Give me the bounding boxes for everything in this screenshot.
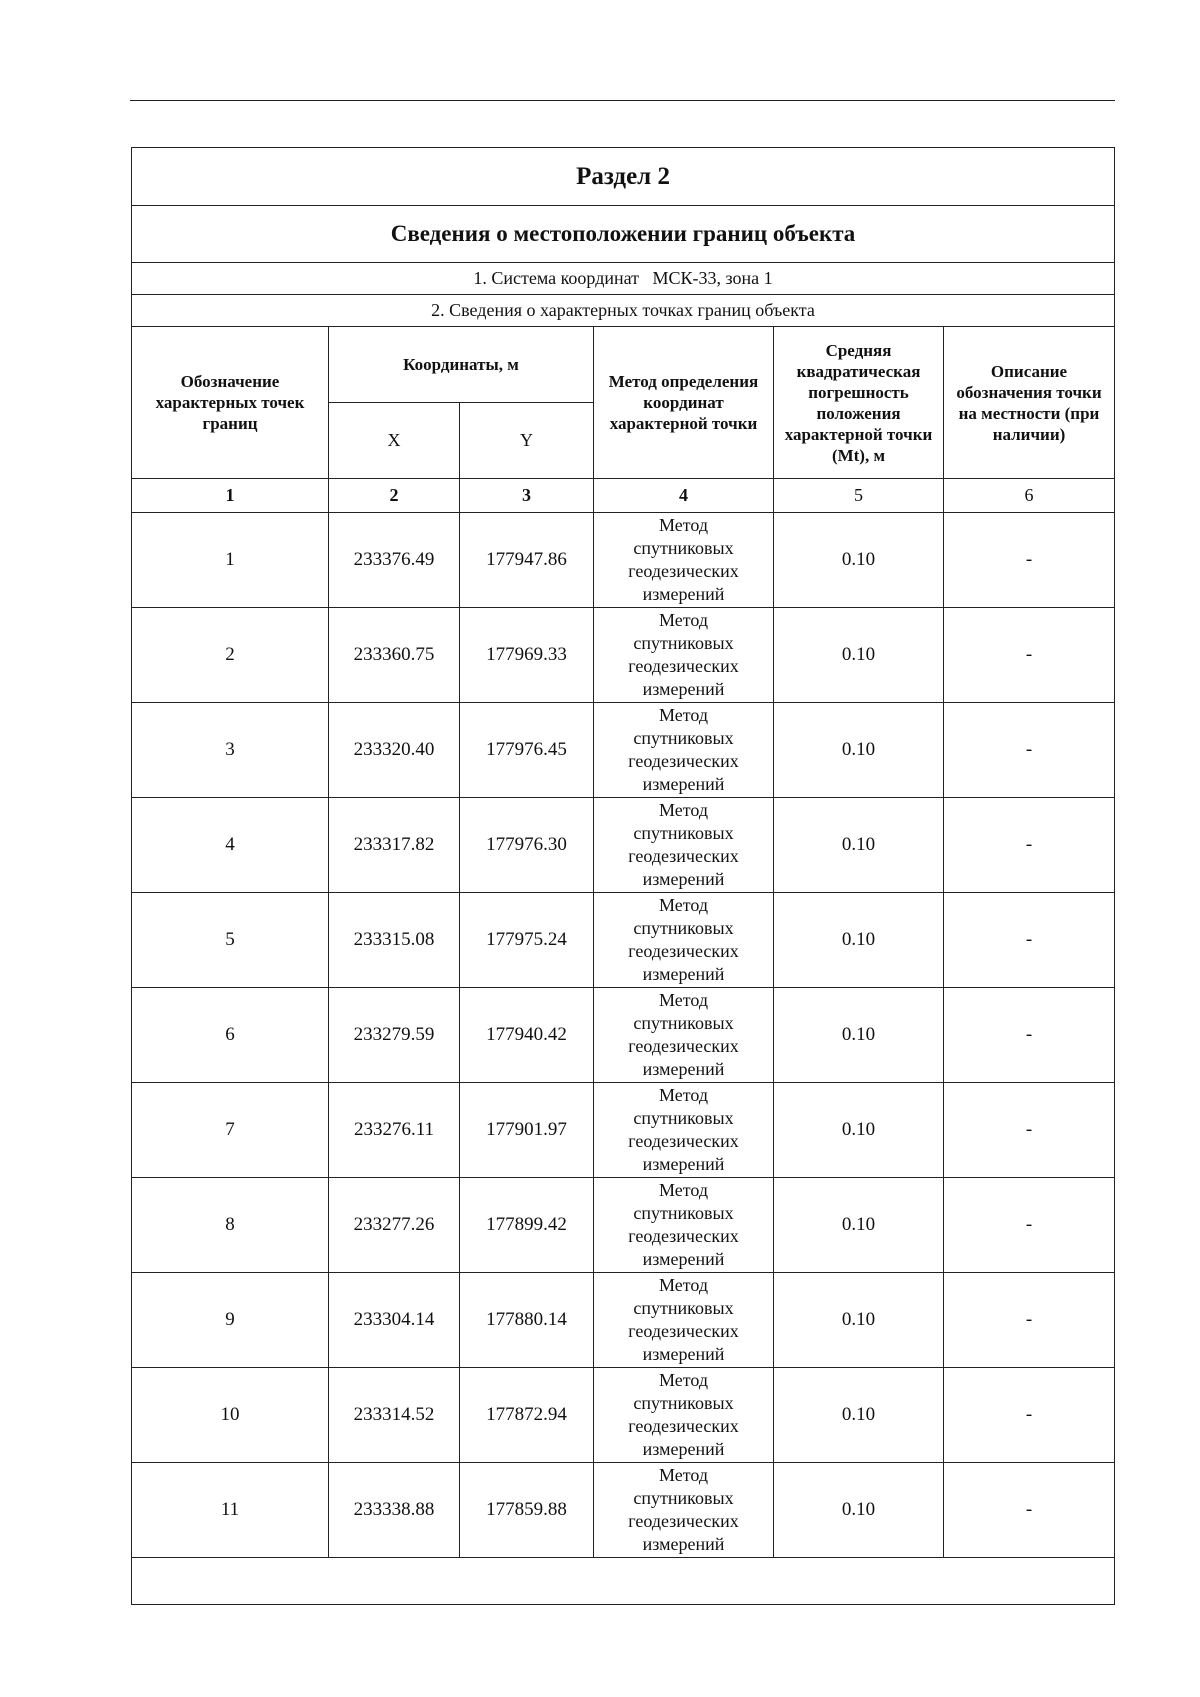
point-id: 2 [132,608,329,703]
column-number-4: 4 [594,479,774,513]
top-rule [130,100,1115,101]
table-row [132,893,1115,988]
column-number-3: 3 [460,479,594,513]
blank-footer-row [132,1558,1115,1605]
coord-system-line [132,263,1115,295]
header-y: Y [460,403,594,479]
table-row [132,798,1115,893]
header-x: X [329,403,460,479]
x-coordinate: 233320.40 [329,703,460,798]
method: Метод спутниковых геодезических измерений [594,1463,774,1558]
x-coordinate: 233276.11 [329,1083,460,1178]
x-coordinate: 233314.52 [329,1368,460,1463]
method: Метод спутниковых геодезических измерений [594,798,774,893]
description: - [944,1273,1115,1368]
y-coordinate: 177975.24 [460,893,594,988]
y-coordinate: 177880.14 [460,1273,594,1368]
mean-error: 0.10 [774,1463,944,1558]
point-id: 11 [132,1463,329,1558]
point-id: 5 [132,893,329,988]
column-number-5: 5 [774,479,944,513]
x-coordinate: 233360.75 [329,608,460,703]
point-id: 9 [132,1273,329,1368]
mean-error: 0.10 [774,513,944,608]
x-coordinate: 233338.88 [329,1463,460,1558]
y-coordinate: 177872.94 [460,1368,594,1463]
description: - [944,1463,1115,1558]
point-id: 4 [132,798,329,893]
description: - [944,608,1115,703]
boundary-table [131,147,1115,1605]
description: - [944,1178,1115,1273]
x-coordinate: 233376.49 [329,513,460,608]
mean-error: 0.10 [774,1178,944,1273]
x-coordinate: 233304.14 [329,1273,460,1368]
x-coordinate: 233277.26 [329,1178,460,1273]
method: Метод спутниковых геодезических измерений [594,608,774,703]
y-coordinate: 177947.86 [460,513,594,608]
point-id: 1 [132,513,329,608]
mean-error: 0.10 [774,608,944,703]
point-id: 10 [132,1368,329,1463]
y-coordinate: 177940.42 [460,988,594,1083]
description: - [944,1368,1115,1463]
x-coordinate: 233315.08 [329,893,460,988]
table-row [132,988,1115,1083]
description: - [944,1083,1115,1178]
y-coordinate: 177976.45 [460,703,594,798]
description: - [944,703,1115,798]
coord-system-value: МСК-33, зона 1 [652,268,773,288]
mean-error: 0.10 [774,798,944,893]
method: Метод спутниковых геодезических измерений [594,513,774,608]
table-row [132,1178,1115,1273]
header-designation: Обозначение характерных точек границ [132,327,329,479]
header-mean-error: Средняя квадратическая погрешность положения характерной точки (Mt), м [774,327,944,479]
description: - [944,513,1115,608]
method: Метод спутниковых геодезических измерений [594,1273,774,1368]
table-row [132,703,1115,798]
description: - [944,798,1115,893]
point-id: 8 [132,1178,329,1273]
method: Метод спутниковых геодезических измерений [594,1083,774,1178]
header-method: Метод определения координат характерной точки [594,327,774,479]
description: - [944,988,1115,1083]
description: - [944,893,1115,988]
x-coordinate: 233279.59 [329,988,460,1083]
method: Метод спутниковых геодезических измерений [594,703,774,798]
column-number-1: 1 [132,479,329,513]
mean-error: 0.10 [774,1368,944,1463]
header-description: Описание обозначения точки на местности (при наличии) [944,327,1115,479]
coord-system-label: 1. Система координат [473,268,640,288]
point-id: 7 [132,1083,329,1178]
y-coordinate: 177976.30 [460,798,594,893]
blank-footer-cell [132,1558,1115,1605]
y-coordinate: 177859.88 [460,1463,594,1558]
section-title: Раздел 2 [132,148,1115,206]
mean-error: 0.10 [774,1273,944,1368]
method: Метод спутниковых геодезических измерений [594,988,774,1083]
table-row [132,1463,1115,1558]
method: Метод спутниковых геодезических измерений [594,1368,774,1463]
mean-error: 0.10 [774,703,944,798]
column-number-2: 2 [329,479,460,513]
point-id: 3 [132,703,329,798]
x-coordinate: 233317.82 [329,798,460,893]
mean-error: 0.10 [774,1083,944,1178]
method: Метод спутниковых геодезических измерений [594,1178,774,1273]
table-row [132,1083,1115,1178]
table-row [132,608,1115,703]
y-coordinate: 177969.33 [460,608,594,703]
table-row [132,1368,1115,1463]
document-heading: Сведения о местоположении границ объекта [132,206,1115,263]
points-title: 2. Сведения о характерных точках границ объекта [132,295,1115,327]
mean-error: 0.10 [774,893,944,988]
method: Метод спутниковых геодезических измерений [594,893,774,988]
table-row [132,1273,1115,1368]
y-coordinate: 177901.97 [460,1083,594,1178]
mean-error: 0.10 [774,988,944,1083]
table-row [132,513,1115,608]
header-coordinates: Координаты, м [329,327,594,403]
column-number-6: 6 [944,479,1115,513]
point-id: 6 [132,988,329,1083]
y-coordinate: 177899.42 [460,1178,594,1273]
